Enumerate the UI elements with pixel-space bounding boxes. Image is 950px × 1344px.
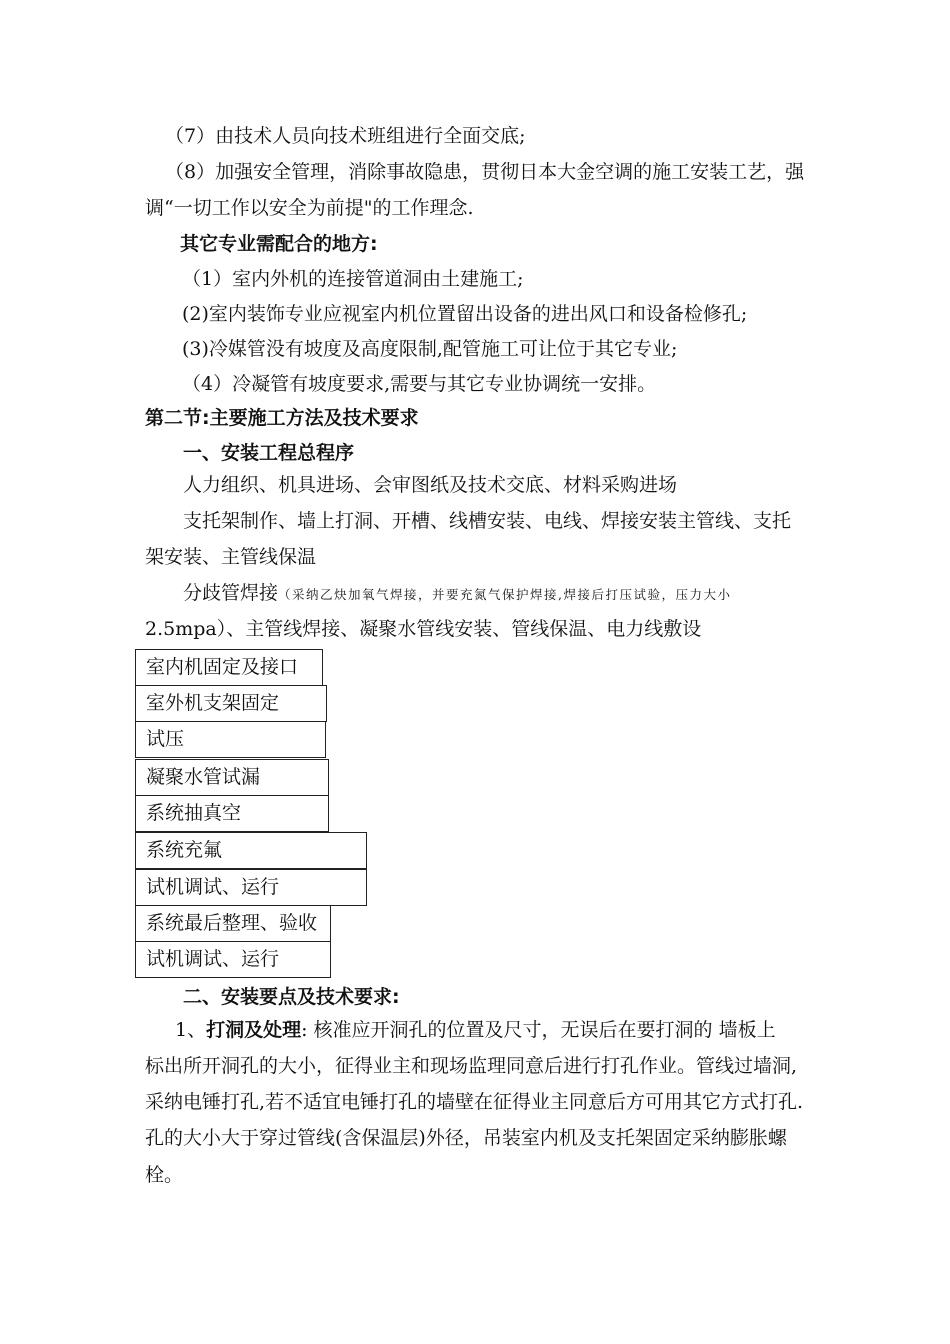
process-box-trial-run-1: 试机调试、运行 — [135, 869, 367, 906]
drilling-line-2: 标出所开洞孔的大小，征得业主和现场监理同意后进行打孔作业。管线过墙洞, — [145, 1055, 798, 1077]
section-2-heading: 第二节:主要施工方法及技术要求 — [145, 407, 419, 429]
program-step-1: 人力组织、机具进场、会审图纸及技术交底、材料采购进场 — [183, 474, 678, 496]
coordination-heading: 其它专业需配合的地方: — [180, 233, 378, 255]
item-7: （7）由技术人员向技术班组进行全面交底; — [165, 125, 526, 147]
coordination-item-1: （1）室内外机的连接管道洞由土建施工; — [182, 268, 524, 290]
program-heading: 一、安装工程总程序 — [183, 442, 355, 464]
drilling-number: 1、 — [175, 1019, 207, 1041]
item-8-line-2: 调“一切工作以安全为前提"的工作理念. — [145, 197, 474, 219]
program-step-3-main: 分歧管焊接 — [183, 582, 279, 604]
drilling-label: 打洞及处理 — [206, 1019, 302, 1041]
coordination-item-2: (2)室内装饰专业应视室内机位置留出设备的进出风口和设备检修孔; — [182, 303, 748, 325]
program-step-3-note: （采纳乙炔加氧气焊接，并要充氮气保护焊接,焊接后打压试验，压力大小 — [278, 587, 732, 602]
coordination-item-3: (3)冷媒管没有坡度及高度限制,配管施工可让位于其它专业; — [182, 338, 678, 360]
process-box-pressure-test: 试压 — [135, 721, 326, 758]
process-box-final-acceptance: 系统最后整理、验收 — [135, 905, 331, 942]
process-box-trial-run-2: 试机调试、运行 — [135, 941, 331, 978]
key-points-heading: 二、安装要点及技术要求: — [183, 986, 400, 1008]
drilling-line-1 — [175, 1017, 776, 1043]
coordination-item-4: （4）冷凝管有坡度要求,需要与其它专业协调统一安排。 — [182, 373, 657, 395]
process-box-refrigerant-charge: 系统充氟 — [135, 832, 367, 869]
drilling-line-3: 采纳电锤打孔,若不适宜电锤打孔的墙壁在征得业主同意后方可用其它方式打孔. — [145, 1091, 804, 1113]
program-step-3-line-2: 2.5mpa）、主管线焊接、凝聚水管线安装、管线保温、电力线敷设 — [145, 618, 702, 640]
process-box-indoor-unit: 室内机固定及接口 — [135, 649, 323, 686]
process-box-condensate-leak-test: 凝聚水管试漏 — [135, 759, 329, 796]
program-step-3-line-1 — [183, 580, 732, 608]
process-box-outdoor-bracket: 室外机支架固定 — [135, 685, 327, 722]
program-step-2-line-2: 架安装、主管线保温 — [145, 546, 317, 568]
process-box-vacuum: 系统抽真空 — [135, 795, 329, 832]
drilling-line-5: 栓。 — [145, 1164, 184, 1186]
drilling-line-4: 孔的大小大于穿过管线(含保温层)外径，吊装室内机及支托架固定采纳膨胀螺 — [145, 1127, 787, 1149]
item-8-line-1: （8）加强安全管理，消除事故隐患，贯彻日本大金空调的施工安装工艺，强 — [165, 161, 805, 183]
drilling-line-1-text: : 核准应开洞孔的位置及尺寸，无误后在要打洞的 墙板上 — [301, 1019, 776, 1041]
program-step-2-line-1: 支托架制作、墙上打洞、开槽、线槽安装、电线、焊接安装主管线、支托 — [183, 510, 792, 532]
